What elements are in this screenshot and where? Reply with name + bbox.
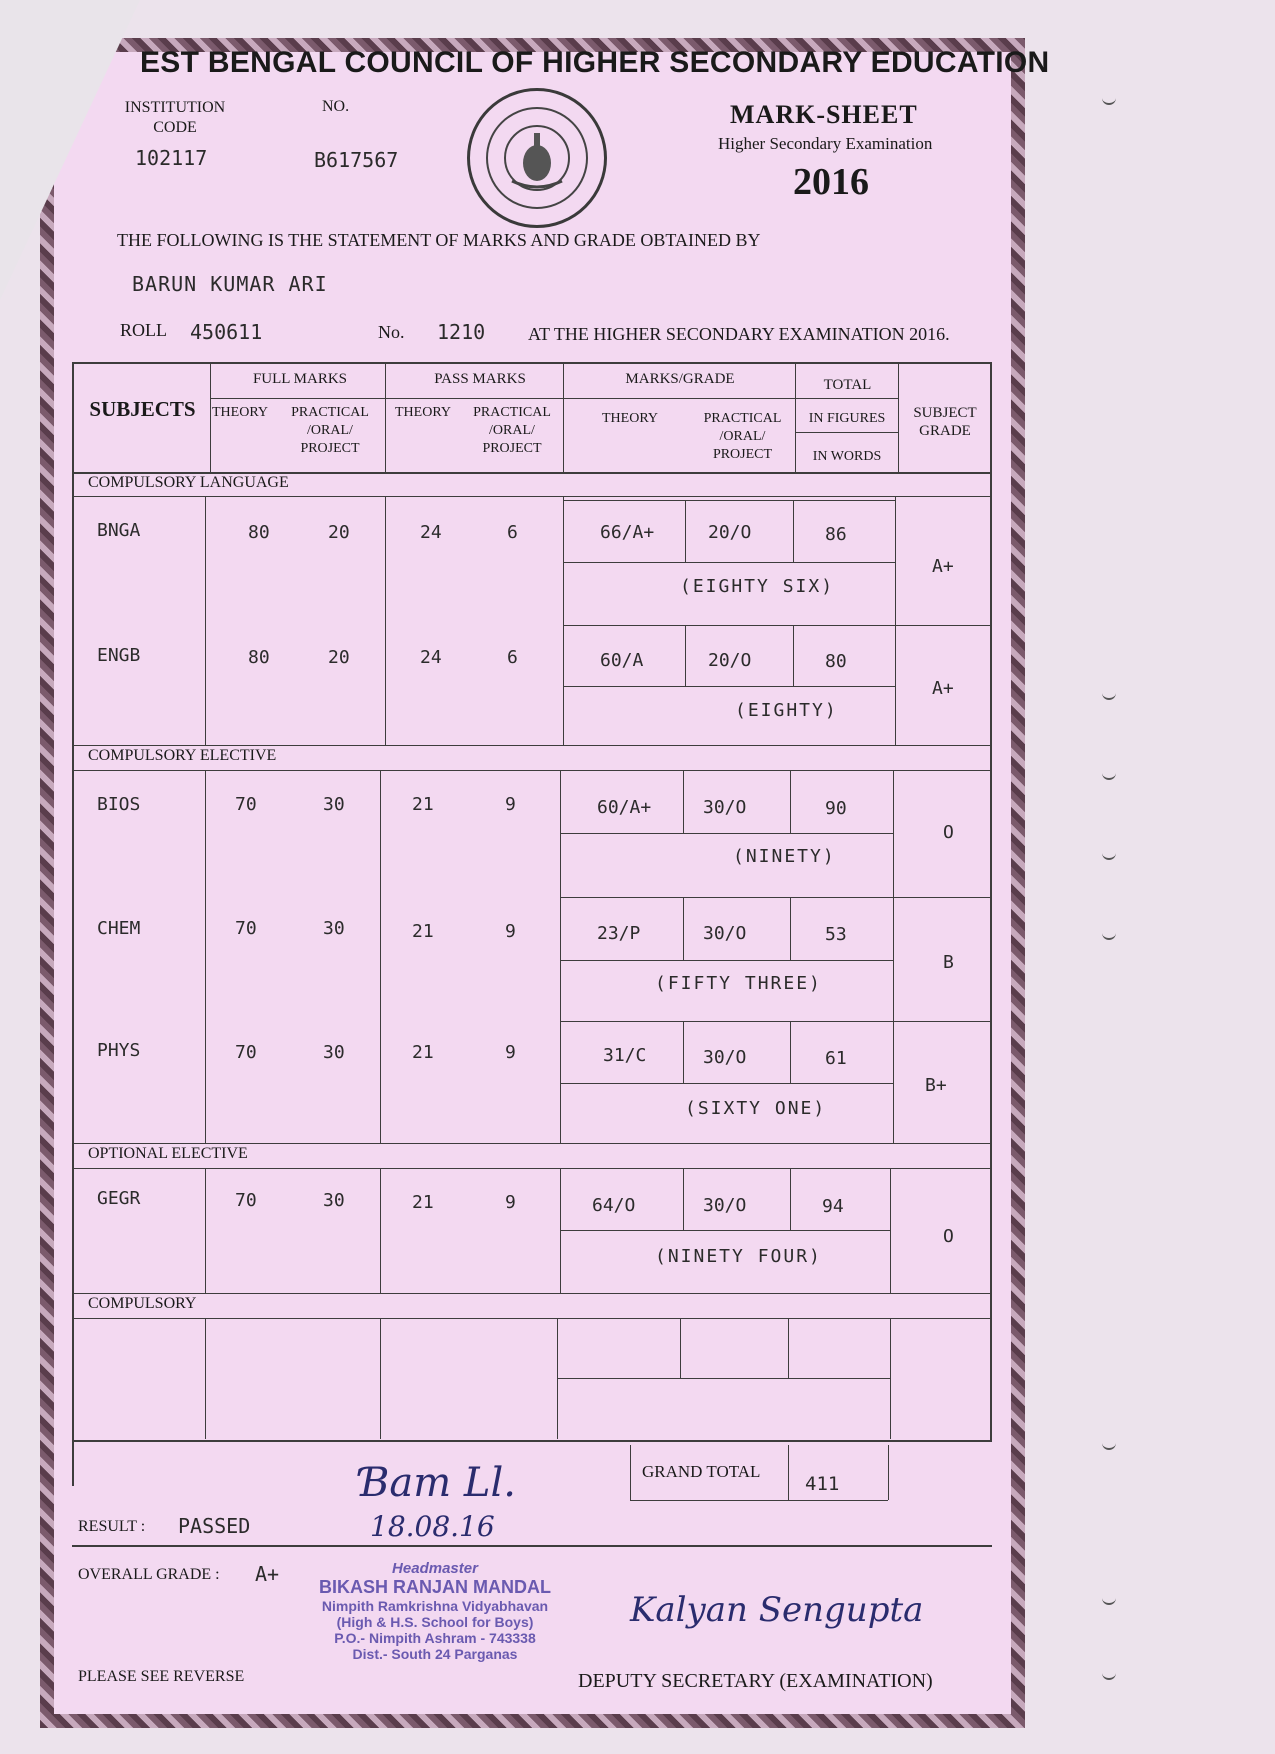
- subject-grade: O: [943, 822, 954, 843]
- full-practical: 30: [323, 794, 345, 815]
- overall-grade-label: OVERALL GRADE :: [78, 1566, 220, 1583]
- document-title: MARK-SHEET: [730, 100, 918, 129]
- total-words: (SIXTY ONE): [685, 1098, 827, 1119]
- total-figures: 53: [825, 924, 847, 945]
- full-theory: 80: [248, 522, 270, 543]
- col-pass-theory: THEORY: [395, 405, 451, 420]
- col-in-figures: IN FIGURES: [808, 411, 886, 426]
- practical-marks: 20/O: [708, 522, 752, 543]
- statement-intro: THE FOLLOWING IS THE STATEMENT OF MARKS AND GRADE OBTAINED BY: [117, 230, 761, 250]
- subject-code: CHEM: [97, 918, 141, 939]
- stamp-line-1: Nimpith Ramkrishna Vidyabhavan: [321, 1598, 549, 1614]
- total-words: (EIGHTY): [735, 700, 838, 721]
- punch-mark: [1102, 850, 1116, 860]
- full-practical: 20: [328, 647, 350, 668]
- serial-number: B617567: [314, 148, 399, 172]
- practical-marks: 30/O: [703, 923, 747, 944]
- roll-label: ROLL: [120, 320, 167, 340]
- punch-mark: [1102, 930, 1116, 940]
- section-compulsory: COMPULSORY: [88, 1295, 197, 1312]
- practical-marks: 30/O: [703, 1195, 747, 1216]
- pass-practical: 9: [505, 794, 516, 815]
- total-words: (EIGHTY SIX): [680, 576, 835, 597]
- total-words: (FIFTY THREE): [655, 973, 822, 994]
- full-theory: 70: [235, 918, 257, 939]
- full-practical: 30: [323, 918, 345, 939]
- full-theory: 70: [235, 1190, 257, 1211]
- signature-date: 18.08.16: [370, 1510, 495, 1543]
- theory-marks: 64/O: [592, 1195, 636, 1216]
- punch-mark: [1102, 1670, 1116, 1680]
- exam-year: 2016: [793, 161, 869, 203]
- pass-practical: 6: [507, 647, 518, 668]
- full-practical: 30: [323, 1042, 345, 1063]
- full-practical: 30: [323, 1190, 345, 1211]
- pass-theory: 21: [412, 794, 434, 815]
- punch-mark: [1102, 690, 1116, 700]
- col-pass-practical: PRACTICAL /ORAL/ PROJECT: [473, 405, 551, 456]
- col-subject-grade: SUBJECT GRADE: [913, 405, 977, 439]
- col-full-marks: FULL MARKS: [252, 371, 348, 387]
- board-name: EST BENGAL COUNCIL OF HIGHER SECONDARY EDUCATION: [140, 46, 1050, 79]
- subject-code: BNGA: [97, 520, 141, 541]
- full-theory: 80: [248, 647, 270, 668]
- subject-grade: B+: [925, 1075, 947, 1096]
- roll: 450611: [190, 320, 263, 344]
- total-words: (NINETY FOUR): [655, 1246, 822, 1267]
- subject-grade: B: [943, 952, 954, 973]
- grand-total: 411: [805, 1473, 840, 1495]
- full-theory: 70: [235, 794, 257, 815]
- subject-grade: O: [943, 1226, 954, 1247]
- punch-mark: [1102, 95, 1116, 105]
- full-practical: 20: [328, 522, 350, 543]
- council-seal-icon: [467, 88, 607, 228]
- practical-marks: 30/O: [703, 797, 747, 818]
- page-fold: [0, 0, 140, 300]
- col-full-theory: THEORY: [212, 405, 268, 420]
- col-pass-marks: PASS MARKS: [434, 371, 526, 387]
- result-label: RESULT :: [78, 1518, 146, 1535]
- col-subjects: SUBJECTS: [89, 397, 196, 421]
- pass-theory: 24: [420, 522, 442, 543]
- pass-theory: 24: [420, 647, 442, 668]
- total-figures: 90: [825, 798, 847, 819]
- practical-marks: 20/O: [708, 650, 752, 671]
- pass-practical: 9: [505, 1192, 516, 1213]
- pass-theory: 21: [412, 1042, 434, 1063]
- roll-no: 1210: [437, 320, 486, 344]
- total-figures: 86: [825, 524, 847, 545]
- col-total: TOTAL: [823, 377, 872, 393]
- grand-total-label: GRAND TOTAL: [642, 1462, 761, 1481]
- subject-grade: A+: [932, 678, 954, 699]
- exam-name: Higher Secondary Examination: [718, 134, 933, 153]
- headmaster-signature: Ɓam Ll.: [360, 1460, 516, 1506]
- stamp-name: BIKASH RANJAN MANDAL: [319, 1577, 551, 1597]
- col-marks-grade: MARKS/GRADE: [625, 371, 735, 387]
- stamp-line-2: (High & H.S. School for Boys): [336, 1614, 534, 1630]
- result: PASSED: [178, 1514, 251, 1538]
- subject-code: PHYS: [97, 1040, 141, 1061]
- subject-code: BIOS: [97, 794, 141, 815]
- stamp-line-3: P.O.- Nimpith Ashram - 743338: [334, 1630, 536, 1646]
- col-full-practical: PRACTICAL /ORAL/ PROJECT: [291, 405, 369, 456]
- punch-mark: [1102, 770, 1116, 780]
- institution-code: 102117: [135, 146, 208, 170]
- practical-marks: 30/O: [703, 1047, 747, 1068]
- theory-marks: 60/A: [600, 650, 644, 671]
- roll-no-label: No.: [378, 322, 405, 342]
- reverse-note: PLEASE SEE REVERSE: [78, 1668, 245, 1685]
- stamp-title: Headmaster: [392, 1560, 478, 1577]
- pass-practical: 9: [505, 921, 516, 942]
- section-compulsory-language: COMPULSORY LANGUAGE: [88, 474, 289, 491]
- student-name: BARUN KUMAR ARI: [132, 272, 328, 296]
- pass-theory: 21: [412, 1192, 434, 1213]
- subject-grade: A+: [932, 556, 954, 577]
- pass-practical: 9: [505, 1042, 516, 1063]
- total-figures: 80: [825, 651, 847, 672]
- total-words: (NINETY): [733, 846, 836, 867]
- exam-text: AT THE HIGHER SECONDARY EXAMINATION 2016.: [528, 324, 950, 344]
- full-theory: 70: [235, 1042, 257, 1063]
- theory-marks: 23/P: [597, 923, 641, 944]
- subject-code: ENGB: [97, 645, 141, 666]
- section-compulsory-elective: COMPULSORY ELECTIVE: [88, 747, 277, 764]
- col-in-words: IN WORDS: [812, 449, 882, 464]
- pass-theory: 21: [412, 921, 434, 942]
- stamp-line-4: Dist.- South 24 Parganas: [352, 1646, 518, 1662]
- no-label: NO.: [322, 98, 350, 115]
- pass-practical: 6: [507, 522, 518, 543]
- subject-code: GEGR: [97, 1188, 141, 1209]
- col-marks-theory: THEORY: [602, 411, 658, 426]
- punch-mark: [1102, 1440, 1116, 1450]
- punch-mark: [1102, 1595, 1116, 1605]
- total-figures: 94: [822, 1196, 844, 1217]
- total-figures: 61: [825, 1048, 847, 1069]
- theory-marks: 31/C: [603, 1045, 647, 1066]
- institution-code-label: INSTITUTION CODE: [124, 99, 226, 136]
- col-marks-practical: PRACTICAL /ORAL/ PROJECT: [703, 411, 782, 462]
- theory-marks: 60/A+: [597, 797, 652, 818]
- theory-marks: 66/A+: [600, 522, 655, 543]
- section-optional-elective: OPTIONAL ELECTIVE: [88, 1145, 248, 1162]
- deputy-signature: Kalyan Sengupta: [630, 1590, 924, 1630]
- overall-grade: A+: [255, 1562, 280, 1586]
- headmaster-stamp: [275, 1560, 595, 1662]
- deputy-title: DEPUTY SECRETARY (EXAMINATION): [578, 1670, 933, 1692]
